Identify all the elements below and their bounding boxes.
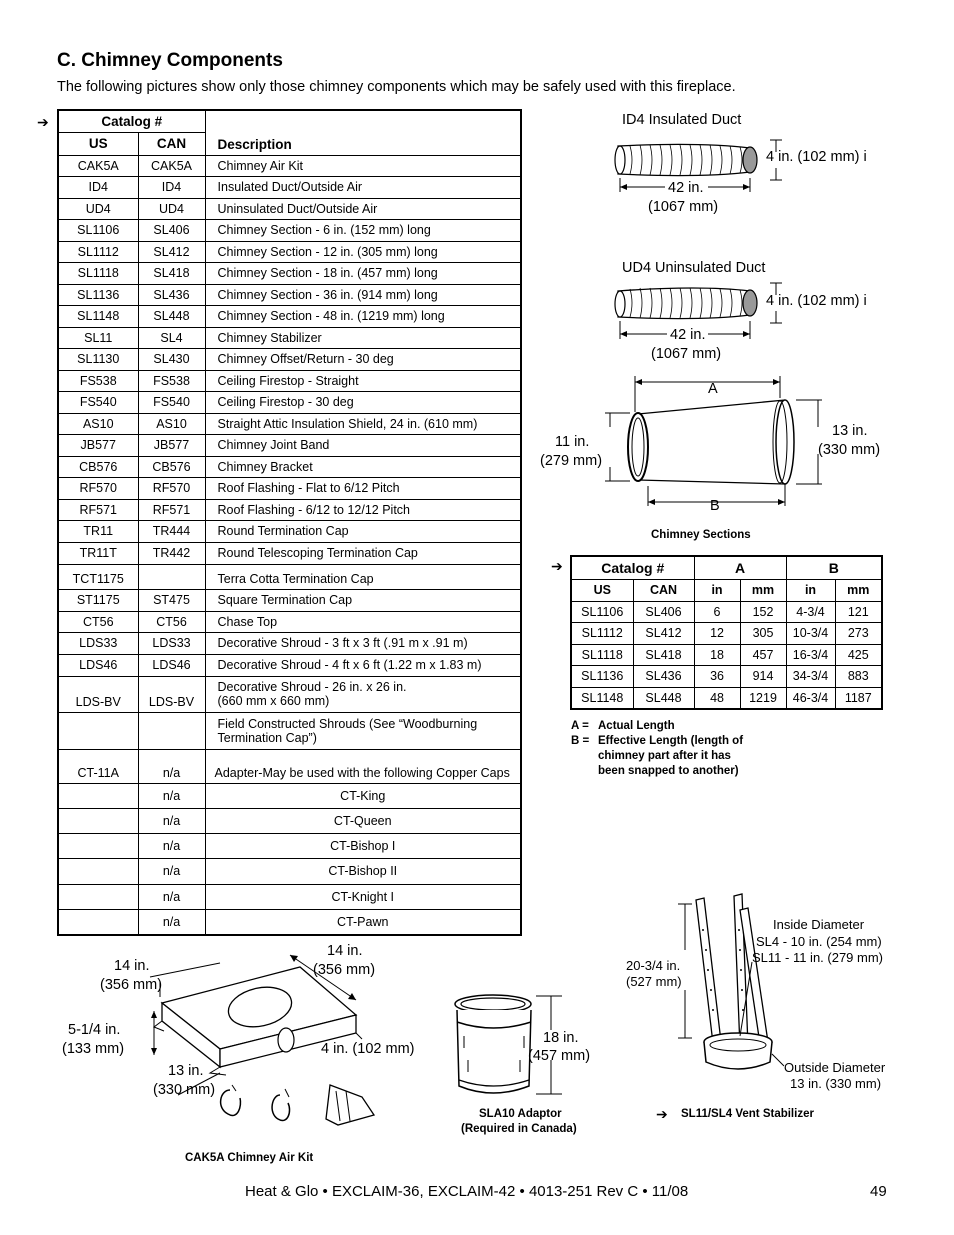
- description-text: Uninsulated Duct/Outside Air: [217, 201, 378, 216]
- table-row: [58, 435, 521, 457]
- spec-a-header: A: [694, 556, 786, 580]
- can-catalog-cell: LDS46: [138, 654, 205, 676]
- description-cell: [205, 833, 521, 859]
- table-row: [58, 349, 521, 371]
- description-cell: [205, 327, 521, 349]
- spec-cell: 12: [694, 623, 740, 645]
- us-catalog-cell: [58, 808, 138, 833]
- us-catalog-cell: LDS33: [58, 632, 138, 654]
- description-text: Field Constructed Shrouds (See “Woodburning: [217, 716, 478, 731]
- description-cell: [205, 808, 521, 833]
- ud4-length-mm-label: (1067 mm): [651, 346, 722, 362]
- spec-cell: 914: [740, 666, 786, 688]
- can-catalog-cell: TR444: [138, 521, 205, 543]
- description-text: CT-Bishop I: [330, 838, 396, 853]
- spec-cell: 425: [835, 644, 882, 666]
- table-row: [58, 833, 521, 859]
- description-text: Chimney Bracket: [217, 459, 313, 474]
- stabilizer-sl11-diameter: SL11 - 11 in. (279 mm): [752, 950, 884, 965]
- table-row: [58, 241, 521, 263]
- us-catalog-cell: SL1148: [58, 306, 138, 328]
- description-cell: [205, 349, 521, 371]
- can-catalog-cell: SL430: [138, 349, 205, 371]
- table-row: [58, 284, 521, 306]
- description-cell: [205, 435, 521, 457]
- description-cell: [205, 589, 521, 611]
- us-catalog-cell: CB576: [58, 456, 138, 478]
- spec-catalog-header: Catalog #: [571, 556, 694, 580]
- section-right-dim-mm: (330 mm): [818, 442, 881, 458]
- components-table: [57, 109, 522, 936]
- spec-subheader: CAN: [633, 580, 694, 602]
- description-cell: [205, 263, 521, 285]
- chimney-section-drawing: [600, 372, 840, 522]
- airkit-length-mm-label: (330 mm): [153, 1082, 216, 1098]
- can-catalog-cell: ST475: [138, 589, 205, 611]
- description-cell: [205, 632, 521, 654]
- description-text: Chimney Section - 12 in. (305 mm) long: [217, 244, 438, 259]
- ud4-length-label: 42 in.: [670, 327, 706, 343]
- spec-cell: 1187: [835, 687, 882, 709]
- description-text: Chimney Air Kit: [217, 158, 303, 173]
- description-text-line2: Termination Cap”): [217, 730, 317, 745]
- description-text: Chimney Section - 36 in. (914 mm) long: [217, 287, 438, 302]
- can-catalog-cell: ID4: [138, 177, 205, 199]
- us-catalog-cell: RF570: [58, 478, 138, 500]
- legend-b-key: B =: [571, 735, 590, 747]
- description-cell: [205, 712, 521, 749]
- spec-cell: 457: [740, 644, 786, 666]
- spec-cell: SL406: [633, 601, 694, 623]
- description-cell: [205, 749, 521, 783]
- components-body: [58, 155, 521, 935]
- us-catalog-cell: CAK5A: [58, 155, 138, 177]
- airkit-depth-label: 14 in.: [327, 943, 363, 959]
- description-cell: [205, 783, 521, 808]
- spec-cell: SL412: [633, 623, 694, 645]
- can-catalog-cell: SL412: [138, 241, 205, 263]
- table-row: [58, 654, 521, 676]
- description-cell: [205, 676, 521, 712]
- description-text: Chase Top: [217, 614, 278, 629]
- airkit-length-label: 13 in.: [168, 1063, 204, 1079]
- table-row: [58, 263, 521, 285]
- us-catalog-cell: CT-11A: [58, 749, 138, 783]
- id4-length-mm-label: (1067 mm): [648, 199, 719, 215]
- airkit-height-mm-label: (133 mm): [62, 1041, 125, 1057]
- spec-cell: 46-3/4: [786, 687, 835, 709]
- us-catalog-cell: [58, 833, 138, 859]
- airkit-caption: CAK5A Chimney Air Kit: [185, 1152, 314, 1164]
- description-text: Chimney Stabilizer: [217, 330, 322, 345]
- adaptor-caption: SLA10 Adaptor: [479, 1108, 562, 1120]
- description-text: Chimney Offset/Return - 30 deg: [217, 352, 394, 367]
- description-text: Round Termination Cap: [217, 524, 349, 539]
- table-row: [58, 749, 521, 783]
- table-row: [58, 564, 521, 589]
- spec-cell: 6: [694, 601, 740, 623]
- us-catalog-cell: ID4: [58, 177, 138, 199]
- description-cell: [205, 499, 521, 521]
- us-catalog-cell: FS540: [58, 392, 138, 414]
- us-catalog-cell: SL1112: [58, 241, 138, 263]
- table-row: [58, 910, 521, 936]
- description-cell: [205, 241, 521, 263]
- airkit-width-label: 14 in.: [114, 958, 150, 974]
- adaptor-height-label: 18 in.: [543, 1030, 579, 1046]
- can-catalog-cell: UD4: [138, 198, 205, 220]
- spec-subheader: in: [786, 580, 835, 602]
- legend-a-text: Actual Length: [598, 720, 675, 732]
- table-row: [58, 177, 521, 199]
- description-text: Terra Cotta Termination Cap: [217, 571, 374, 586]
- description-cell: [205, 564, 521, 589]
- table-row: [58, 521, 521, 543]
- description-text: CT-Bishop II: [328, 864, 398, 879]
- description-text: CT-King: [340, 788, 386, 803]
- table-row: [58, 392, 521, 414]
- can-catalog-cell: n/a: [138, 859, 205, 885]
- can-catalog-cell: AS10: [138, 413, 205, 435]
- table-row: [58, 611, 521, 632]
- can-catalog-cell: n/a: [138, 884, 205, 910]
- table-row: [58, 712, 521, 749]
- spec-cell: 273: [835, 623, 882, 645]
- table-row: [571, 644, 882, 666]
- table-row: [58, 478, 521, 500]
- description-text: Straight Attic Insulation Shield, 24 in. (610 mm): [217, 416, 478, 431]
- description-text: CT-Knight I: [331, 889, 395, 904]
- spec-cell: SL1136: [571, 666, 633, 688]
- table-row: [58, 155, 521, 177]
- spec-cell: SL418: [633, 644, 694, 666]
- us-catalog-cell: SL1106: [58, 220, 138, 242]
- description-cell: [205, 155, 521, 177]
- can-catalog-cell: FS540: [138, 392, 205, 414]
- airkit-port-label: 4 in. (102 mm): [321, 1041, 415, 1057]
- arrow-right-icon: ➔: [37, 114, 49, 130]
- description-text: Decorative Shroud - 26 in. x 26 in.: [217, 680, 407, 694]
- description-cell: [205, 859, 521, 885]
- can-catalog-cell: CB576: [138, 456, 205, 478]
- spec-subheader: mm: [740, 580, 786, 602]
- description-text: Roof Flashing - 6/12 to 12/12 Pitch: [217, 502, 410, 517]
- description-text: Adapter-May be used with the following Copper Caps: [214, 765, 510, 780]
- description-cell: [205, 478, 521, 500]
- can-catalog-cell: FS538: [138, 370, 205, 392]
- us-catalog-cell: LDS46: [58, 654, 138, 676]
- spec-subheader: US: [571, 580, 633, 602]
- description-cell: [205, 177, 521, 199]
- spec-cell: SL1118: [571, 644, 633, 666]
- description-cell: [205, 306, 521, 328]
- adaptor-height-mm-label: (457 mm): [528, 1048, 591, 1064]
- description-cell: [205, 611, 521, 632]
- legend-a-key: A =: [571, 720, 589, 732]
- can-catalog-cell: LDS33: [138, 632, 205, 654]
- table-row: [58, 220, 521, 242]
- can-catalog-cell: SL436: [138, 284, 205, 306]
- can-catalog-cell: RF570: [138, 478, 205, 500]
- us-catalog-cell: SL1130: [58, 349, 138, 371]
- spec-cell: 883: [835, 666, 882, 688]
- table-row: [58, 370, 521, 392]
- spec-cell: 48: [694, 687, 740, 709]
- chimney-sections-caption: Chimney Sections: [651, 529, 751, 541]
- spec-subheader: mm: [835, 580, 882, 602]
- us-catalog-cell: [58, 783, 138, 808]
- stabilizer-inside-diameter-label: Inside Diameter: [773, 917, 865, 932]
- arrow-right-icon: ➔: [656, 1106, 668, 1122]
- us-catalog-cell: SL11: [58, 327, 138, 349]
- description-text: CT-Queen: [333, 813, 392, 828]
- table-row: [58, 306, 521, 328]
- us-catalog-cell: [58, 884, 138, 910]
- can-catalog-cell: n/a: [138, 783, 205, 808]
- can-catalog-cell: RF571: [138, 499, 205, 521]
- us-catalog-cell: TCT1175: [58, 564, 138, 589]
- spec-cell: 16-3/4: [786, 644, 835, 666]
- section-b-label: B: [710, 498, 720, 514]
- can-catalog-cell: [138, 564, 205, 589]
- us-catalog-cell: CT56: [58, 611, 138, 632]
- can-catalog-cell: CAK5A: [138, 155, 205, 177]
- spec-cell: SL1106: [571, 601, 633, 623]
- legend-b-text: Effective Length (length of: [598, 735, 744, 747]
- us-catalog-cell: AS10: [58, 413, 138, 435]
- description-cell: [205, 456, 521, 478]
- us-catalog-cell: JB577: [58, 435, 138, 457]
- spec-b-header: B: [786, 556, 882, 580]
- spec-subheader: in: [694, 580, 740, 602]
- description-text: Ceiling Firestop - Straight: [217, 373, 359, 388]
- catalog-header: Catalog #: [58, 110, 205, 132]
- us-catalog-cell: [58, 712, 138, 749]
- ud4-title: UD4 Uninsulated Duct: [622, 260, 766, 276]
- spec-cell: SL1148: [571, 687, 633, 709]
- us-catalog-cell: [58, 859, 138, 885]
- section-a-label: A: [708, 381, 718, 397]
- can-catalog-cell: n/a: [138, 833, 205, 859]
- airkit-width-mm-label: (356 mm): [100, 977, 163, 993]
- description-cell: [205, 220, 521, 242]
- table-row: [58, 884, 521, 910]
- spec-cell: 10-3/4: [786, 623, 835, 645]
- spec-cell: 305: [740, 623, 786, 645]
- stabilizer-caption: SL11/SL4 Vent Stabilizer: [681, 1108, 814, 1120]
- table-row: [58, 327, 521, 349]
- can-catalog-cell: SL4: [138, 327, 205, 349]
- description-text: Insulated Duct/Outside Air: [217, 180, 363, 195]
- can-catalog-cell: JB577: [138, 435, 205, 457]
- section-left-dim-mm: (279 mm): [540, 453, 603, 469]
- description-text: Decorative Shroud - 4 ft x 6 ft (1.22 m x 1.83 m): [217, 658, 482, 672]
- description-cell: [205, 884, 521, 910]
- description-cell: [205, 654, 521, 676]
- id4-title: ID4 Insulated Duct: [622, 112, 742, 128]
- description-text: Chimney Section - 18 in. (457 mm) long: [217, 266, 438, 281]
- airkit-height-label: 5-1/4 in.: [68, 1022, 121, 1038]
- description-text: Chimney Section - 48 in. (1219 mm) long: [217, 309, 445, 324]
- table-row: [58, 676, 521, 712]
- stabilizer-length-mm-label: (527 mm): [626, 974, 682, 989]
- can-catalog-cell: LDS-BV: [138, 676, 205, 712]
- table-row: [571, 687, 882, 709]
- can-catalog-cell: SL406: [138, 220, 205, 242]
- can-header: CAN: [138, 132, 205, 155]
- can-catalog-cell: n/a: [138, 910, 205, 936]
- table-row: [58, 456, 521, 478]
- table-row: [58, 198, 521, 220]
- description-text: Chimney Joint Band: [217, 438, 330, 453]
- page-footer: Heat & Glo • EXCLAIM-36, EXCLAIM-42 • 4013-251 Rev C • 11/08: [245, 1183, 689, 1200]
- description-text-line2: (660 mm x 660 mm): [217, 694, 330, 708]
- section-heading: C. Chimney Components: [57, 50, 283, 71]
- legend-b-text: chimney part after it has: [598, 750, 731, 762]
- description-cell: [205, 521, 521, 543]
- spec-cell: 121: [835, 601, 882, 623]
- us-catalog-cell: RF571: [58, 499, 138, 521]
- us-catalog-cell: SL1136: [58, 284, 138, 306]
- description-text: Decorative Shroud - 3 ft x 3 ft (.91 m x .91 m): [217, 636, 468, 650]
- description-cell: [205, 392, 521, 414]
- description-cell: [205, 198, 521, 220]
- table-row: [58, 589, 521, 611]
- spec-cell: 34-3/4: [786, 666, 835, 688]
- description-text: Roof Flashing - Flat to 6/12 Pitch: [217, 481, 400, 496]
- description-cell: [205, 370, 521, 392]
- description-header: Description: [205, 110, 521, 155]
- section-right-dim: 13 in.: [832, 423, 868, 439]
- spec-cell: SL1112: [571, 623, 633, 645]
- spec-cell: 18: [694, 644, 740, 666]
- spec-cell: SL436: [633, 666, 694, 688]
- section-left-dim: 11 in.: [555, 434, 590, 450]
- can-catalog-cell: n/a: [138, 808, 205, 833]
- description-text: Square Termination Cap: [217, 593, 353, 607]
- spec-cell: 152: [740, 601, 786, 623]
- table-row: [571, 666, 882, 688]
- section-dimensions-table: [570, 555, 883, 710]
- can-catalog-cell: SL448: [138, 306, 205, 328]
- table-row: [58, 808, 521, 833]
- description-cell: [205, 413, 521, 435]
- stabilizer-outside-diameter-label: Outside Diameter: [784, 1060, 886, 1075]
- can-catalog-cell: CT56: [138, 611, 205, 632]
- table-row: [571, 601, 882, 623]
- us-header: US: [58, 132, 138, 155]
- table-row: [58, 783, 521, 808]
- spec-cell: 1219: [740, 687, 786, 709]
- can-catalog-cell: [138, 712, 205, 749]
- us-catalog-cell: TR11T: [58, 542, 138, 564]
- airkit-depth-mm-label: (356 mm): [313, 962, 376, 978]
- description-cell: [205, 910, 521, 936]
- description-cell: [205, 542, 521, 564]
- spec-cell: SL448: [633, 687, 694, 709]
- us-catalog-cell: SL1118: [58, 263, 138, 285]
- table-row: [58, 542, 521, 564]
- table-row: [571, 623, 882, 645]
- table-row: [58, 499, 521, 521]
- table-row: [58, 413, 521, 435]
- description-text: Ceiling Firestop - 30 deg: [217, 395, 354, 410]
- id4-diameter-label: 4 in. (102 mm) i: [766, 149, 867, 165]
- us-catalog-cell: LDS-BV: [58, 676, 138, 712]
- legend-b-text: been snapped to another): [598, 765, 739, 777]
- can-catalog-cell: TR442: [138, 542, 205, 564]
- us-catalog-cell: [58, 910, 138, 936]
- ud4-diameter-label: 4 in. (102 mm) i: [766, 293, 867, 309]
- us-catalog-cell: UD4: [58, 198, 138, 220]
- table-row: [58, 632, 521, 654]
- description-text: CT-Pawn: [337, 915, 389, 929]
- stabilizer-outside-diameter-value: 13 in. (330 mm): [790, 1076, 882, 1091]
- us-catalog-cell: TR11: [58, 521, 138, 543]
- description-text: Round Telescoping Termination Cap: [217, 546, 418, 560]
- stabilizer-length-label: 20-3/4 in.: [626, 958, 681, 973]
- adaptor-caption-note: (Required in Canada): [461, 1123, 577, 1135]
- us-catalog-cell: FS538: [58, 370, 138, 392]
- can-catalog-cell: SL418: [138, 263, 205, 285]
- intro-text: The following pictures show only those chimney components which may be safely used with this fireplace.: [57, 79, 736, 95]
- stabilizer-sl4-diameter: SL4 - 10 in. (254 mm): [756, 934, 882, 949]
- spec-cell: 36: [694, 666, 740, 688]
- id4-length-label: 42 in.: [668, 180, 704, 196]
- table-row: [58, 859, 521, 885]
- arrow-right-icon: ➔: [551, 558, 563, 574]
- page-number: 49: [870, 1183, 887, 1200]
- description-text: Chimney Section - 6 in. (152 mm) long: [217, 223, 431, 238]
- us-catalog-cell: ST1175: [58, 589, 138, 611]
- spec-cell: 4-3/4: [786, 601, 835, 623]
- can-catalog-cell: n/a: [138, 749, 205, 783]
- description-cell: [205, 284, 521, 306]
